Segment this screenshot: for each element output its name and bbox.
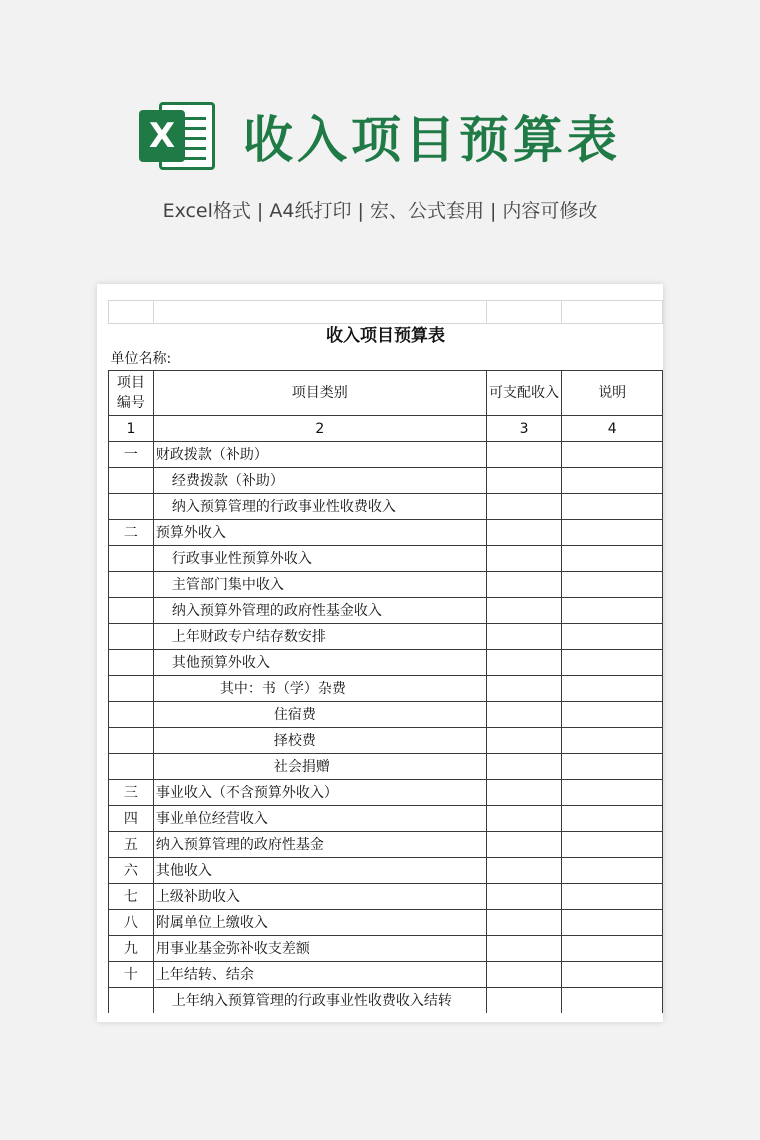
row-amount[interactable]	[486, 624, 562, 650]
row-note[interactable]	[562, 728, 663, 754]
blank-row	[109, 301, 663, 324]
row-name[interactable]: 纳入预算管理的行政事业性收费收入	[153, 494, 486, 520]
row-note[interactable]	[562, 858, 663, 884]
row-name[interactable]: 事业收入（不含预算外收入）	[153, 780, 486, 806]
row-amount[interactable]	[486, 520, 562, 546]
row-note[interactable]	[562, 988, 663, 1014]
row-note[interactable]	[562, 754, 663, 780]
row-name[interactable]: 上年结转、结余	[153, 962, 486, 988]
table-row	[109, 988, 663, 1014]
row-code[interactable]	[109, 650, 154, 676]
sheet-title-row	[109, 324, 663, 349]
row-code[interactable]: 九	[109, 936, 154, 962]
row-note[interactable]	[562, 520, 663, 546]
row-code[interactable]: 六	[109, 858, 154, 884]
row-amount[interactable]	[486, 702, 562, 728]
row-code[interactable]	[109, 676, 154, 702]
row-amount[interactable]	[486, 832, 562, 858]
row-amount[interactable]	[486, 494, 562, 520]
spreadsheet-preview	[97, 284, 663, 1022]
row-name[interactable]: 经费拨款（补助）	[153, 468, 486, 494]
row-name[interactable]: 行政事业性预算外收入	[153, 546, 486, 572]
row-name[interactable]: 用事业基金弥补收支差额	[153, 936, 486, 962]
row-note[interactable]	[562, 494, 663, 520]
table-row	[109, 832, 663, 858]
table-row	[109, 728, 663, 754]
banner-subtitle: Excel格式 | A4纸打印 | 宏、公式套用 | 内容可修改	[162, 200, 598, 222]
row-amount[interactable]	[486, 910, 562, 936]
table-row	[109, 494, 663, 520]
banner	[0, 96, 760, 176]
row-code[interactable]	[109, 754, 154, 780]
row-name[interactable]: 主管部门集中收入	[153, 572, 486, 598]
row-amount[interactable]	[486, 780, 562, 806]
row-amount[interactable]	[486, 754, 562, 780]
row-note[interactable]	[562, 442, 663, 468]
table-row	[109, 910, 663, 936]
row-code[interactable]: 十	[109, 962, 154, 988]
sheet-title: 收入项目预算表	[109, 324, 663, 349]
row-note[interactable]	[562, 624, 663, 650]
index-row	[109, 416, 663, 442]
row-amount[interactable]	[486, 572, 562, 598]
row-note[interactable]	[562, 572, 663, 598]
row-code[interactable]: 七	[109, 884, 154, 910]
row-name[interactable]: 住宿费	[153, 702, 486, 728]
row-note[interactable]	[562, 806, 663, 832]
row-code[interactable]: 一	[109, 442, 154, 468]
header-amount: 可支配收入	[486, 371, 562, 416]
row-note[interactable]	[562, 598, 663, 624]
row-name[interactable]: 其中：书（学）杂费	[153, 676, 486, 702]
table-row	[109, 442, 663, 468]
row-name[interactable]: 社会捐赠	[153, 754, 486, 780]
row-amount[interactable]	[486, 598, 562, 624]
table-row	[109, 676, 663, 702]
row-code[interactable]	[109, 702, 154, 728]
row-amount[interactable]	[486, 936, 562, 962]
row-code[interactable]: 八	[109, 910, 154, 936]
row-code[interactable]	[109, 728, 154, 754]
row-code[interactable]: 五	[109, 832, 154, 858]
index-cell: 1	[109, 416, 154, 442]
row-note[interactable]	[562, 468, 663, 494]
row-note[interactable]	[562, 780, 663, 806]
row-code[interactable]: 三	[109, 780, 154, 806]
row-note[interactable]	[562, 884, 663, 910]
row-amount[interactable]	[486, 468, 562, 494]
row-code[interactable]	[109, 468, 154, 494]
row-name[interactable]: 上年纳入预算管理的行政事业性收费收入结转	[153, 988, 486, 1014]
row-amount[interactable]	[486, 988, 562, 1014]
table-row	[109, 572, 663, 598]
row-amount[interactable]	[486, 962, 562, 988]
table-row	[109, 936, 663, 962]
index-cell: 3	[486, 416, 562, 442]
row-amount[interactable]	[486, 884, 562, 910]
row-name[interactable]: 上级补助收入	[153, 884, 486, 910]
row-amount[interactable]	[486, 442, 562, 468]
table-row	[109, 806, 663, 832]
row-code[interactable]	[109, 598, 154, 624]
row-note[interactable]	[562, 676, 663, 702]
header-code: 项目编号	[109, 371, 154, 416]
header-category: 项目类别	[153, 371, 486, 416]
row-name[interactable]: 其他预算外收入	[153, 650, 486, 676]
table-row	[109, 520, 663, 546]
banner-title: 收入项目预算表	[243, 111, 621, 169]
row-name[interactable]: 财政拨款（补助）	[153, 442, 486, 468]
row-note[interactable]	[562, 910, 663, 936]
header-row	[109, 371, 663, 416]
budget-table	[108, 300, 663, 1013]
row-code[interactable]	[109, 546, 154, 572]
index-cell: 2	[153, 416, 486, 442]
row-amount[interactable]	[486, 546, 562, 572]
row-note[interactable]	[562, 546, 663, 572]
table-row	[109, 546, 663, 572]
table-row	[109, 858, 663, 884]
unit-row	[109, 348, 663, 371]
row-name[interactable]: 附属单位上缴收入	[153, 910, 486, 936]
row-name[interactable]: 事业单位经营收入	[153, 806, 486, 832]
row-amount[interactable]	[486, 806, 562, 832]
table-row	[109, 754, 663, 780]
table-row	[109, 962, 663, 988]
excel-logo-icon: X	[139, 100, 217, 172]
row-note[interactable]	[562, 702, 663, 728]
row-code[interactable]: 二	[109, 520, 154, 546]
row-name[interactable]: 上年财政专户结存数安排	[153, 624, 486, 650]
row-code[interactable]	[109, 572, 154, 598]
row-note[interactable]	[562, 962, 663, 988]
unit-label: 单位名称:	[110, 351, 172, 367]
table-row	[109, 624, 663, 650]
row-name[interactable]: 预算外收入	[153, 520, 486, 546]
row-code[interactable]	[109, 624, 154, 650]
row-amount[interactable]	[486, 728, 562, 754]
row-code[interactable]	[109, 988, 154, 1014]
row-code[interactable]: 四	[109, 806, 154, 832]
row-name[interactable]: 其他收入	[153, 858, 486, 884]
row-note[interactable]	[562, 650, 663, 676]
row-amount[interactable]	[486, 858, 562, 884]
header-note: 说明	[562, 371, 663, 416]
row-name[interactable]: 择校费	[153, 728, 486, 754]
row-note[interactable]	[562, 936, 663, 962]
row-code[interactable]	[109, 494, 154, 520]
index-cell: 4	[562, 416, 663, 442]
table-row	[109, 780, 663, 806]
row-name[interactable]: 纳入预算管理的政府性基金	[153, 832, 486, 858]
row-amount[interactable]	[486, 676, 562, 702]
table-row	[109, 468, 663, 494]
row-name[interactable]: 纳入预算外管理的政府性基金收入	[153, 598, 486, 624]
row-amount[interactable]	[486, 650, 562, 676]
table-row	[109, 702, 663, 728]
row-note[interactable]	[562, 832, 663, 858]
table-row	[109, 598, 663, 624]
table-row	[109, 650, 663, 676]
table-row	[109, 884, 663, 910]
